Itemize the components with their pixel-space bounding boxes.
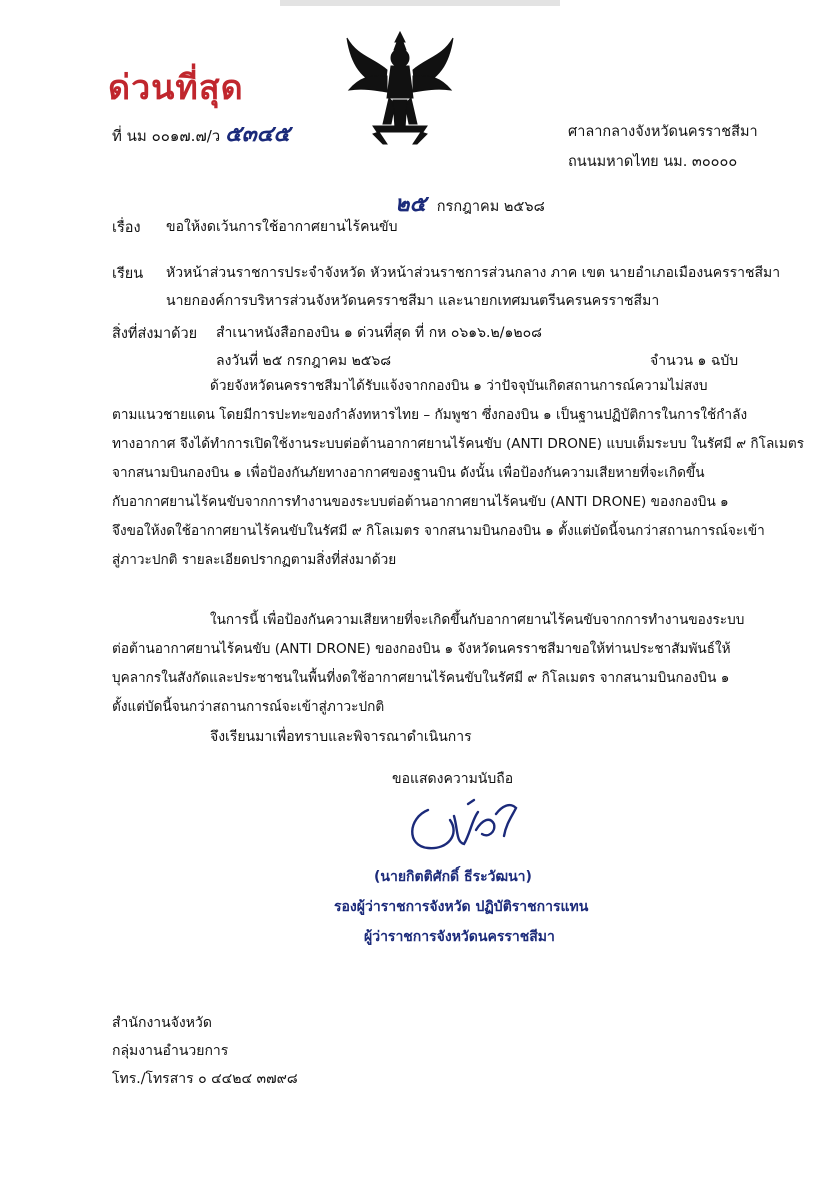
enclosure-line-2: ลงวันที่ ๒๕ กรกฎาคม ๒๕๖๘ xyxy=(216,353,392,369)
body-paragraph-2 xyxy=(112,606,748,722)
document-number-handwritten: ๕๓๔๕ xyxy=(224,122,290,147)
paragraph-line: บุคลากรในสังกัดและประชาชนในพื้นที่งดใช้อากาศยานไร้คนขับในรัศมี ๙ กิโลเมตร จากสนามบินกองบิน ๑ xyxy=(112,670,730,686)
signer-name: (นายกิตติศักดิ์ ธีระวัฒนา) xyxy=(374,869,532,885)
enclosure-line-1: สำเนาหนังสือกองบิน ๑ ด่วนที่สุด ที่ กห ๐๖๑๖.๒/๑๒๐๘ xyxy=(216,325,542,341)
scan-edge xyxy=(280,0,560,6)
subject-value: ขอให้งดเว้นการใช้อากาศยานไร้คนขับ xyxy=(166,219,398,235)
recipient-line-1: หัวหน้าส่วนราชการประจำจังหวัด หัวหน้าส่วนราชการส่วนกลาง ภาค เขต นายอำเภอเมืองนครราชสีมา xyxy=(166,265,781,281)
paragraph-line: ด้วยจังหวัดนครราชสีมาได้รับแจ้งจากกองบิน ๑ ว่าปัจจุบันเกิดสถานการณ์ความไม่สงบ xyxy=(210,378,708,394)
handwritten-signature xyxy=(398,790,538,860)
paragraph-line: ตั้งแต่บัดนี้จนกว่าสถานการณ์จะเข้าสู่ภาวะปกติ xyxy=(112,699,385,715)
urgent-heading: ด่วนที่สุด xyxy=(108,68,244,108)
paragraph-line: ทางอากาศ จึงได้ทำการเปิดใช้งานระบบต่อต้านอากาศยานไร้คนขับ (ANTI DRONE) แบบเต็มระบบ ในรัศมี ๙ กิโลเมตร xyxy=(112,436,805,452)
document-number xyxy=(112,116,290,151)
letter-date xyxy=(395,186,545,221)
enclosure-label: สิ่งที่ส่งมาด้วย xyxy=(112,326,198,342)
address-line-1: ศาลากลางจังหวัดนครราชสีมา xyxy=(568,124,758,140)
paragraph-line: จากสนามบินกองบิน ๑ เพื่อป้องกันภัยทางอากาศของฐานบิน ดังนั้น เพื่อป้องกันความเสียหายที่จะเกิดขึ้น xyxy=(112,465,705,481)
garuda-emblem-icon xyxy=(343,28,457,146)
footer-office: สำนักงานจังหวัด xyxy=(112,1015,212,1031)
document-number-prefix: ที่ นม ๐๐๑๗.๗/ว xyxy=(112,127,221,145)
paragraph-line: ตามแนวชายแดน โดยมีการปะทะของกำลังทหารไทย – กัมพูชา ซึ่งกองบิน ๑ เป็นฐานปฏิบัติการในการใช้กำลัง xyxy=(112,407,748,423)
body-paragraph-1 xyxy=(112,372,805,575)
paragraph-line: กับอากาศยานไร้คนขับจากการทำงานของระบบต่อต้านอากาศยานไร้คนขับ (ANTI DRONE) ของกองบิน ๑ xyxy=(112,494,729,510)
paragraph-line: ในการนี้ เพื่อป้องกันความเสียหายที่จะเกิดขึ้นกับอากาศยานไร้คนขับจากการทำงานของระบบ xyxy=(210,612,745,628)
date-month-year: กรกฎาคม ๒๕๖๘ xyxy=(436,199,545,215)
subject-label: เรื่อง xyxy=(112,220,141,236)
enclosure-count: จำนวน ๑ ฉบับ xyxy=(650,353,739,369)
recipient-line-2: นายกองค์การบริหารส่วนจังหวัดนครราชสีมา และนายกเทศมนตรีนครนครราชสีมา xyxy=(166,293,660,309)
footer-section: กลุ่มงานอำนวยการ xyxy=(112,1043,229,1059)
address-line-2: ถนนมหาดไทย นม. ๓๐๐๐๐ xyxy=(568,154,738,170)
paragraph-line: สู่ภาวะปกติ รายละเอียดปรากฏตามสิ่งที่ส่งมาด้วย xyxy=(112,552,397,568)
footer-phone: โทร./โทรสาร ๐ ๔๔๒๔ ๓๗๙๘ xyxy=(112,1071,298,1087)
signer-title-1: รองผู้ว่าราชการจังหวัด ปฏิบัติราชการแทน xyxy=(334,899,589,915)
paragraph-line: จึงขอให้งดใช้อากาศยานไร้คนขับในรัศมี ๙ กิโลเมตร จากสนามบินกองบิน ๑ ตั้งแต่บัดนี้จนกว่าสถานการณ์จะเข้า xyxy=(112,523,765,539)
date-day-handwritten: ๒๕ xyxy=(395,192,427,217)
closing-statement: จึงเรียนมาเพื่อทราบและพิจารณาดำเนินการ xyxy=(210,729,472,745)
paragraph-line: ต่อต้านอากาศยานไร้คนขับ (ANTI DRONE) ของกองบิน ๑ จังหวัดนครราชสีมาขอให้ท่านประชาสัมพันธ์ให้ xyxy=(112,641,731,657)
regards: ขอแสดงความนับถือ xyxy=(392,771,514,787)
recipient-label: เรียน xyxy=(112,266,144,282)
signer-title-2: ผู้ว่าราชการจังหวัดนครราชสีมา xyxy=(364,929,555,945)
